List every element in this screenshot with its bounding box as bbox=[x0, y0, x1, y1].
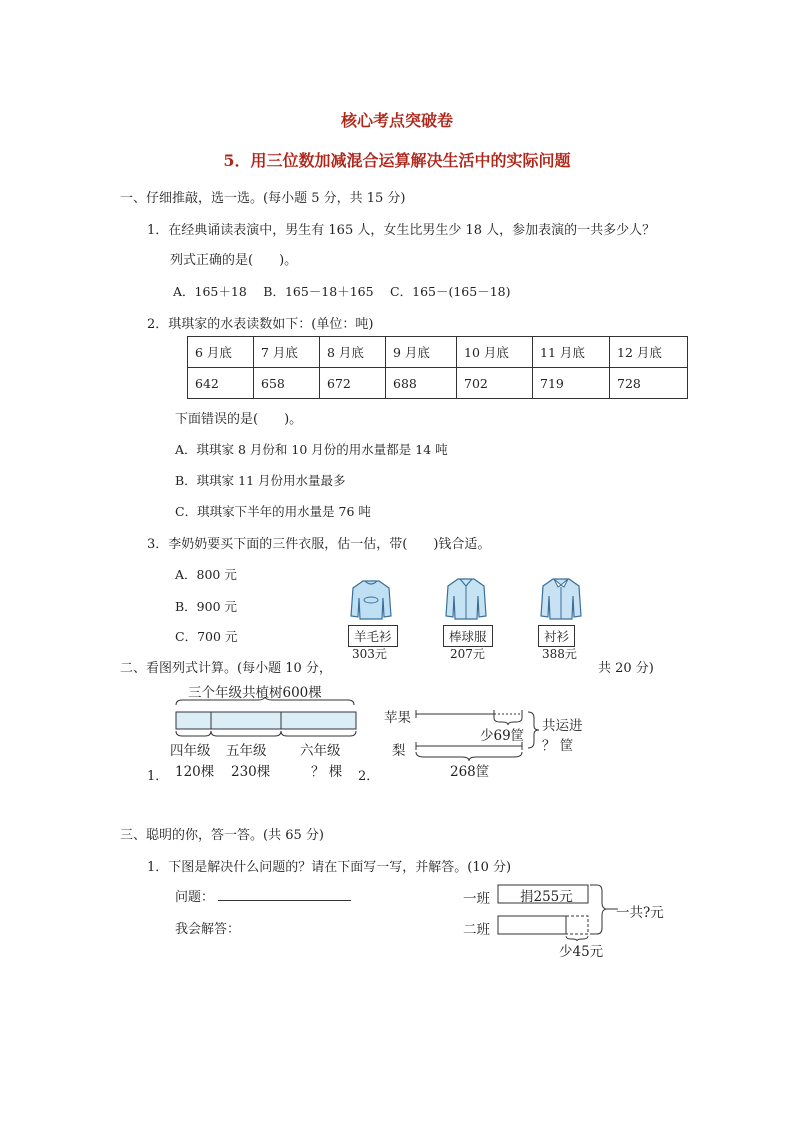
q1-stem: 1．在经典诵读表演中，男生有 165 人，女生比男生少 18 人，参加表演的一共多少人？ bbox=[147, 223, 656, 238]
section2-heading: 二、看图列式计算。(每小题 10 分， bbox=[120, 661, 332, 676]
sweater-icon bbox=[350, 578, 392, 622]
q2-1-number: 1． bbox=[147, 769, 169, 784]
q1-stem2: 列式正确的是( )。 bbox=[170, 253, 298, 268]
apple-label: 苹果 bbox=[384, 710, 411, 726]
water-meter-table bbox=[187, 336, 688, 399]
class2-label: 二班 bbox=[463, 922, 490, 938]
diagram2-lines bbox=[414, 702, 544, 764]
less-45-label: 少45元 bbox=[559, 944, 604, 960]
answer-label: 我会解答： bbox=[175, 922, 241, 937]
q2-ask: 下面错误的是( )。 bbox=[175, 412, 303, 427]
diagram1-top-label: 三个年级共植树600棵 bbox=[188, 685, 322, 701]
total-donation-label: 一共?元 bbox=[616, 905, 664, 921]
table-cell: 642 bbox=[188, 368, 254, 399]
q2-option-c: C．琪琪家下半年的用水量是 76 吨 bbox=[175, 504, 371, 519]
grade5-label: 五年级 bbox=[226, 743, 267, 759]
total-label-2: ？ 筐 bbox=[542, 738, 574, 754]
page-subtitle: 5．用三位数加减混合运算解决生活中的实际问题 bbox=[223, 151, 571, 170]
class1-label: 一班 bbox=[463, 891, 490, 907]
table-cell: 672 bbox=[320, 368, 386, 399]
grade4-label: 四年级 bbox=[170, 743, 211, 759]
table-cell: 7 月底 bbox=[254, 337, 320, 368]
grade4-count: 120棵 bbox=[175, 764, 215, 780]
table-cell: 11 月底 bbox=[533, 337, 610, 368]
q1-options: A．165＋18 B．165－18＋165 C．165－(165－18) bbox=[173, 284, 511, 299]
table-cell: 9 月底 bbox=[386, 337, 457, 368]
q3-stem: 3．李奶奶要买下面的三件衣服，估一估，带( )钱合适。 bbox=[147, 537, 491, 552]
question-label: 问题： bbox=[175, 890, 215, 905]
table-cell: 8 月底 bbox=[320, 337, 386, 368]
less-69-label: 少69筐 bbox=[480, 728, 525, 744]
q2-option-a: A．琪琪家 8 月份和 10 月份的用水量都是 14 吨 bbox=[175, 442, 448, 457]
grade5-count: 230棵 bbox=[231, 764, 271, 780]
grade6-label: 六年级 bbox=[300, 743, 341, 759]
q3-option-b: B．900 元 bbox=[175, 599, 238, 614]
q2-2-number: 2． bbox=[358, 769, 380, 784]
jacket-label: 棒球服 bbox=[443, 625, 493, 647]
table-row-months bbox=[188, 337, 688, 368]
jacket-price: 207元 bbox=[450, 647, 485, 661]
page-title: 核心考点突破卷 bbox=[340, 111, 453, 130]
table-cell: 6 月底 bbox=[188, 337, 254, 368]
table-row-readings bbox=[188, 368, 688, 399]
pear-count: 268筐 bbox=[450, 764, 490, 780]
section3-heading: 三、聪明的你，答一答。(共 65 分) bbox=[120, 828, 324, 843]
s3-q1-stem: 1．下图是解决什么问题的？请在下面写一写，并解答。(10 分) bbox=[147, 860, 512, 875]
total-label-1: 共运进 bbox=[542, 718, 583, 734]
table-cell: 10 月底 bbox=[457, 337, 533, 368]
table-cell: 719 bbox=[533, 368, 610, 399]
question-answer-line[interactable] bbox=[218, 899, 351, 901]
sweater-price: 303元 bbox=[352, 647, 387, 661]
table-cell: 702 bbox=[457, 368, 533, 399]
q2-stem: 2．琪琪家的水表读数如下：(单位：吨) bbox=[147, 317, 374, 332]
shirt-icon bbox=[540, 576, 582, 622]
table-cell: 658 bbox=[254, 368, 320, 399]
section2-heading-tail: 共 20 分) bbox=[598, 661, 654, 676]
donate-label: 捐255元 bbox=[520, 889, 573, 905]
q2-option-b: B．琪琪家 11 月份用水量最多 bbox=[175, 473, 346, 488]
sweater-label: 羊毛衫 bbox=[348, 625, 398, 647]
baseball-jacket-icon bbox=[445, 576, 487, 622]
table-cell: 12 月底 bbox=[610, 337, 688, 368]
shirt-price: 388元 bbox=[542, 647, 577, 661]
grade6-count: ？ 棵 bbox=[311, 764, 343, 780]
table-cell: 728 bbox=[610, 368, 688, 399]
pear-label: 梨 bbox=[392, 743, 406, 759]
q3-option-c: C．700 元 bbox=[175, 629, 238, 644]
shirt-label: 衬衫 bbox=[538, 625, 575, 647]
table-cell: 688 bbox=[386, 368, 457, 399]
q3-option-a: A．800 元 bbox=[175, 567, 237, 582]
section1-heading: 一、仔细推敲，选一选。(每小题 5 分，共 15 分) bbox=[120, 191, 406, 206]
diagram1-bar bbox=[170, 697, 362, 739]
